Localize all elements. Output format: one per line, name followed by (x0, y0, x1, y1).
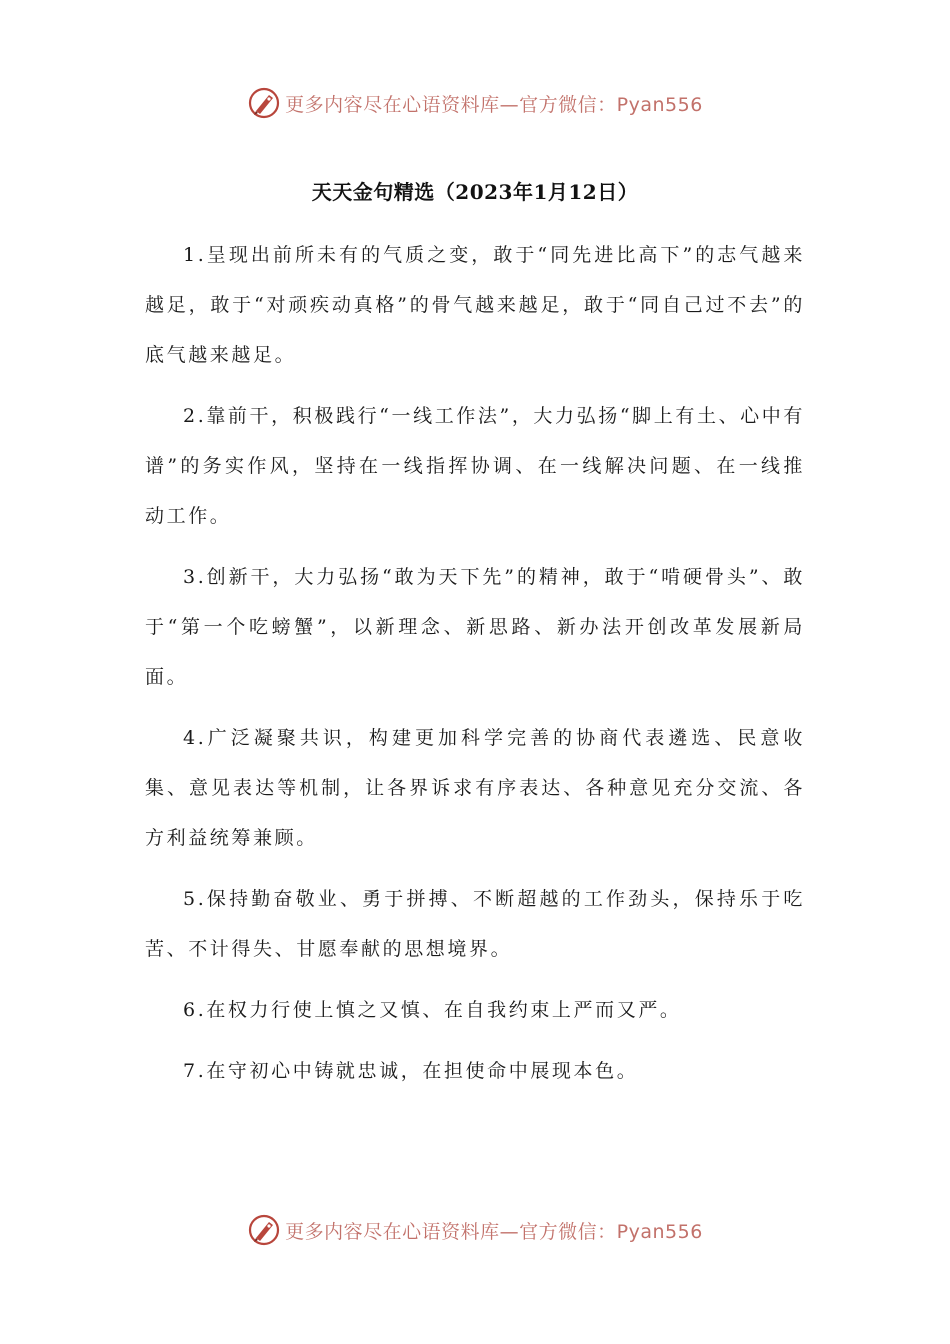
footer-banner (0, 1210, 950, 1250)
paragraph-1: 1.呈现出前所未有的气质之变，敢于“同先进比高下”的志气越来越足，敢于“对顽疾动真格”的骨气越来越足，敢于“同自己过不去”的底气越来越足。 (145, 244, 805, 366)
footer-banner-text: 更多内容尽在心语资料库—官方微信：Pyan556 (285, 1220, 703, 1243)
header-banner-text: 更多内容尽在心语资料库—官方微信：Pyan556 (285, 93, 703, 116)
paragraph-3: 3.创新干，大力弘扬“敢为天下先”的精神，敢于“啃硬骨头”、敢于“第一个吃螃蟹”，以新理念、新思路、新办法开创改革发展新局面。 (145, 566, 805, 688)
paragraph-4: 4.广泛凝聚共识，构建更加科学完善的协商代表遴选、民意收集、意见表达等机制，让各界诉求有序表达、各种意见充分交流、各方利益统筹兼顾。 (145, 727, 805, 849)
paragraph-2: 2.靠前干，积极践行“一线工作法”，大力弘扬“脚上有土、心中有谱”的务实作风，坚持在一线指挥协调、在一线解决问题、在一线推动工作。 (145, 405, 805, 527)
paragraph-5: 5.保持勤奋敬业、勇于拼搏、不断超越的工作劲头，保持乐于吃苦、不计得失、甘愿奉献的思想境界。 (145, 888, 805, 960)
paragraph-7: 7.在守初心中铸就忠诚，在担使命中展现本色。 (183, 1060, 639, 1082)
header-banner (0, 83, 950, 123)
paragraph-6: 6.在权力行使上慎之又慎、在自我约束上严而又严。 (183, 999, 682, 1021)
document-body (145, 230, 805, 1107)
pen-nib-logo-icon (247, 86, 281, 120)
document-title: 天天金句精选（2023年1月12日） (311, 180, 639, 204)
pen-nib-logo-icon (247, 1213, 281, 1247)
